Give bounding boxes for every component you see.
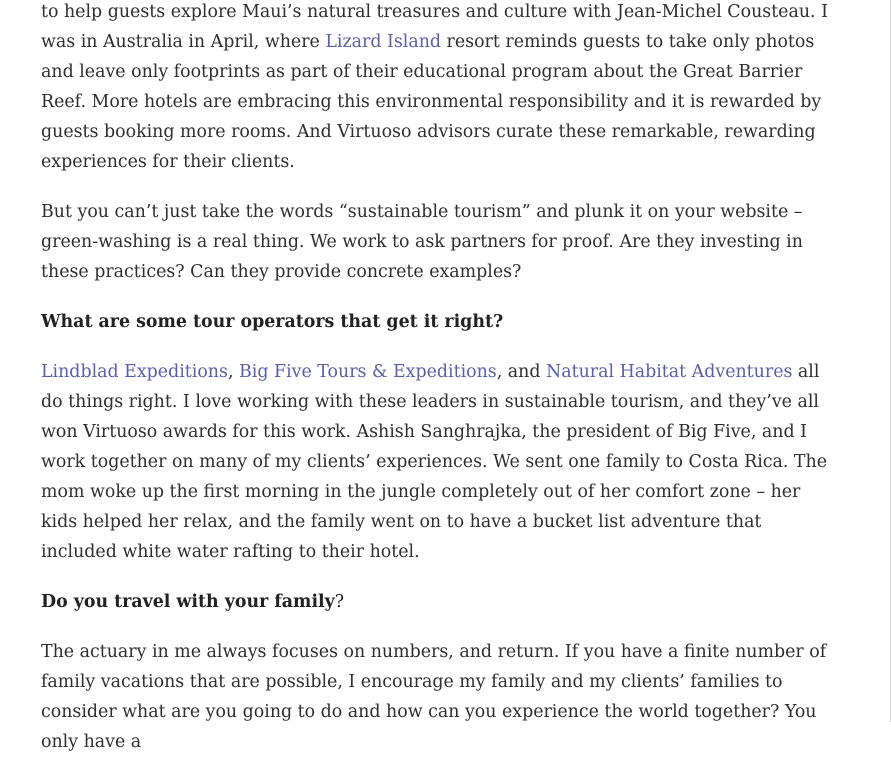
- paragraph-text: to help guests explore Maui’s natural treasures and culture with Jean-Michel Cousteau. I was in Australia in April, where: [41, 2, 828, 52]
- paragraph-operators: [41, 357, 831, 567]
- lindblad-expeditions-link[interactable]: Lindblad Expeditions: [41, 362, 228, 382]
- paragraph-text: resort reminds guests to take only photos and leave only footprints as part of their educational program about the Great Barrier Reef. More hotels are embracing this environmental responsibility and it is rewarded by guests booking more rooms. And Virtuoso advisors curate these remarkable, rewarding experiences for their clients.: [41, 32, 822, 172]
- lizard-island-link[interactable]: Lizard Island: [325, 32, 442, 52]
- separator-text: ,: [227, 362, 239, 382]
- separator-text: , and: [496, 362, 547, 382]
- question-mark: ?: [334, 592, 345, 612]
- question-text: Do you travel with your family: [41, 592, 335, 612]
- paragraph-maui: [41, 0, 831, 177]
- big-five-tours-link[interactable]: Big Five Tours & Expeditions: [239, 362, 497, 382]
- paragraph-text: all do things right. I love working with these leaders in sustainable tourism, and they’ve all won Virtuoso awards for this work. Ashish Sanghrajka, the president of Big Five, and I work together on many of my clients’ experiences. We sent one family to Costa Rica. The mom woke up the first morning in the jungle completely out of her comfort zone – her kids helped her relax, and the family went on to have a bucket list adventure that included white water rafting to their hotel.: [41, 362, 828, 562]
- paragraph-greenwashing: But you can’t just take the words “sustainable tourism” and plunk it on your website – green-washing is a real thing. We work to ask partners for proof. Are they investing in these practices? Can they provide concrete examples?: [41, 202, 803, 282]
- article-body: [41, 0, 831, 777]
- question-family-travel: [41, 587, 831, 617]
- question-tour-operators: What are some tour operators that get it right?: [41, 312, 504, 332]
- paragraph-actuary: The actuary in me always focuses on numbers, and return. If you have a finite number of family vacations that are possible, I encourage my family and my clients’ families to consider what are you going to do and how can you experience the world together? You only have a: [41, 642, 827, 752]
- natural-habitat-adventures-link[interactable]: Natural Habitat Adventures: [546, 362, 793, 382]
